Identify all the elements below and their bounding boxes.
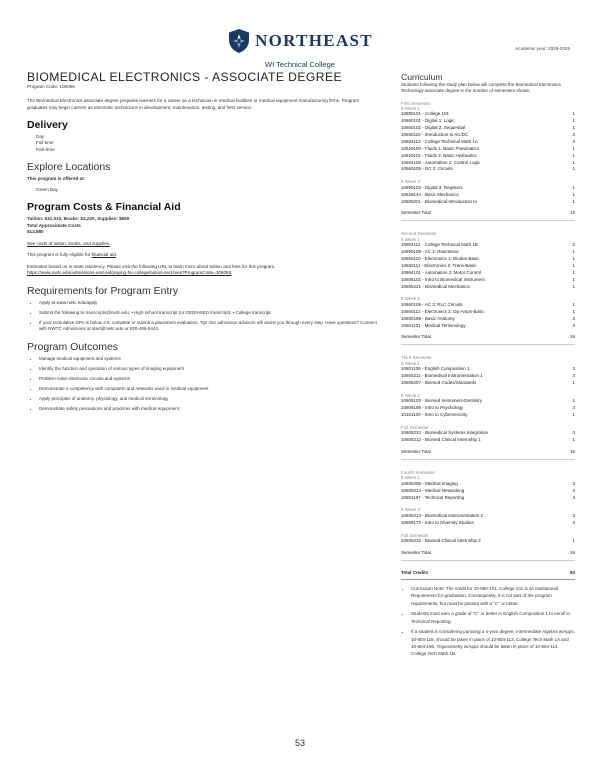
location-green-bay: Green Bay bbox=[36, 186, 58, 192]
delivery-option: Full-time bbox=[36, 140, 54, 146]
curriculum-notes bbox=[401, 585, 575, 658]
course-row bbox=[401, 166, 575, 173]
costs-heading: Program Costs & Financial Aid bbox=[27, 201, 181, 214]
course-name: 10620144 - Basic Mechanics bbox=[401, 191, 459, 197]
total-costs-value: $13,880 bbox=[27, 229, 44, 235]
outcome-item: • Problem-solve electronic circuits and systems bbox=[39, 376, 379, 383]
semester-name: Fourth Semester bbox=[401, 470, 435, 476]
semester-total-value: 16 bbox=[569, 449, 575, 455]
course-name: 10801136 - English Composition 1 bbox=[401, 366, 470, 372]
curriculum-intro: Students following the study plan below will complete the Biomedical Electronics Technology associate degree in the number of semesters shown. bbox=[401, 82, 561, 94]
offered-at-label: This program is offered at: bbox=[27, 176, 86, 182]
course-row bbox=[401, 398, 575, 405]
course-credits: 3 bbox=[572, 138, 575, 144]
course-row bbox=[401, 437, 575, 444]
see-costs-link[interactable]: See costs of tuition, books, and supplies. bbox=[27, 240, 111, 246]
course-name: 10660116 - Introduction to AC/DC bbox=[401, 131, 469, 137]
delivery-list bbox=[27, 134, 379, 154]
course-name: 10605206 - Medical Imaging bbox=[401, 480, 458, 486]
course-name: 10660105 - DC 2: Circuits bbox=[401, 166, 453, 172]
course-credits: 3 bbox=[572, 494, 575, 500]
course-name: 10660101 - Digital 1: Logic bbox=[401, 118, 455, 124]
course-credits: 1 bbox=[572, 145, 575, 151]
semester-total-row bbox=[401, 210, 575, 221]
course-credits: 3 bbox=[572, 430, 575, 436]
semester-name: First Semester bbox=[401, 100, 431, 106]
course-credits: 3 bbox=[572, 480, 575, 486]
course-credits: 3 bbox=[572, 487, 575, 493]
course-credits: 1 bbox=[572, 191, 575, 197]
requirement-item: • Submit the following to transcripts@nwtc.edu: • High school transcript (or GED/HSED transcript). • College transcript. bbox=[39, 310, 379, 317]
course-credits: 1 bbox=[572, 184, 575, 190]
course-row bbox=[401, 118, 575, 125]
course-row bbox=[401, 284, 575, 291]
course-credits: 1 bbox=[572, 125, 575, 131]
course-credits: 1 bbox=[572, 249, 575, 254]
course-credits: 3 bbox=[572, 315, 575, 321]
course-name: 10809198 - Intro to Psychology bbox=[401, 405, 464, 411]
course-name: 10151100 - Intro to Cybersecurity bbox=[401, 412, 468, 418]
course-row bbox=[401, 199, 575, 206]
course-row bbox=[401, 412, 575, 419]
curriculum-note: • Curriculum Note: The credit for 10-890-101, College 101 is an Institutional Requirement for graduation. Consequently, it is not part of the program requirements, but must be passed with a "C" or better. bbox=[411, 585, 575, 607]
course-name: 10605102 - Intro to Biomedical Instrument bbox=[401, 276, 485, 282]
course-credits: 1 bbox=[572, 152, 575, 158]
course-credits: 1 bbox=[572, 111, 575, 117]
course-name: 10809172 - Intro to Diversity Studies bbox=[401, 519, 474, 525]
course-credits: 1 bbox=[572, 198, 575, 204]
course-name: 10605214 - Medical Networking bbox=[401, 487, 465, 493]
college-logo bbox=[0, 28, 600, 69]
semester-name: Second Semester bbox=[401, 231, 437, 237]
course-row bbox=[401, 520, 575, 527]
program-title: BIOMEDICAL ELECTRONICS - ASSOCIATE DEGREE bbox=[27, 70, 343, 84]
week-label: Full Semester bbox=[401, 532, 429, 538]
course-row bbox=[401, 481, 575, 488]
course-credits: 3 bbox=[572, 366, 575, 372]
course-credits: 1 bbox=[572, 308, 575, 314]
semester-total-label: Semester Total bbox=[401, 449, 431, 455]
outcome-item: • Identify the function and operation of various types of imaging equipment bbox=[39, 366, 379, 373]
course-credits: 1 bbox=[572, 159, 575, 165]
week-label: 8 Week 2 bbox=[401, 179, 420, 185]
course-row bbox=[401, 366, 575, 373]
delivery-option: Day bbox=[36, 133, 45, 139]
course-name: 10890101 - College 101 bbox=[401, 111, 450, 117]
tuition-url-link[interactable]: https://www.nwtc.edu/admissions-and-aid/paying-for-college/tuition-and-fees?ProgramCode=106056 bbox=[27, 270, 232, 276]
program-details bbox=[27, 70, 379, 416]
semester-total-row bbox=[401, 334, 575, 345]
course-name: 10605103 - Biomed Instrument-Dentistry bbox=[401, 398, 483, 404]
course-row bbox=[401, 263, 575, 270]
course-credits: 1 bbox=[572, 276, 575, 282]
semester-block bbox=[401, 470, 575, 561]
course-credits: 1 bbox=[572, 412, 575, 418]
week-label: 8 Week 1 bbox=[401, 105, 420, 111]
course-name: 10801197 - Technical Reporting bbox=[401, 494, 465, 500]
week-label: 8 Week 2 bbox=[401, 507, 420, 513]
course-credits: 1 bbox=[572, 166, 575, 172]
curriculum-panel bbox=[401, 72, 575, 661]
course-credits: 1 bbox=[572, 269, 575, 275]
course-row bbox=[401, 309, 575, 316]
financial-aid-link[interactable]: financial aid bbox=[91, 252, 116, 258]
course-row bbox=[401, 139, 575, 146]
course-name: 10605215 - Biomed Clinical Internship 2 bbox=[401, 538, 481, 544]
week-label: 8 Week 1 bbox=[401, 236, 420, 242]
semester-total-label: Semester Total bbox=[401, 550, 431, 555]
outcome-item: • Demonstrate a competency with computers and networks used in medical equipment bbox=[39, 386, 379, 393]
course-row bbox=[401, 242, 575, 249]
course-credits: 3 bbox=[572, 512, 575, 518]
course-row bbox=[401, 153, 575, 160]
week-label: 8 Week 1 bbox=[401, 360, 420, 366]
course-credits: 1 bbox=[572, 118, 575, 124]
outcome-item: • Manage medical equipment and systems bbox=[39, 356, 379, 363]
outcomes-list bbox=[27, 356, 379, 413]
semester-total-row bbox=[401, 550, 575, 561]
requirement-item: • Apply at www.nwtc.edu/apply bbox=[39, 300, 379, 307]
curriculum-note: • If a student is considering pursuing a 4-year degree, Intermediate Algebra w/Apps, 10-804-118, should be taken in place of 10-804-113, College Tech Math 1A and 10-804-196, Trigonometry w/Apps should be taken in place of 10-804-114, College Tech Math 1B. bbox=[411, 628, 575, 657]
academic-year: Academic year: 2025-2026 bbox=[515, 46, 570, 51]
total-costs-label: Total Approximate Costs bbox=[27, 222, 81, 228]
course-row bbox=[401, 373, 575, 380]
outcomes-heading: Program Outcomes bbox=[27, 340, 119, 353]
course-name: 10664101 - Automation 2: Motor Control bbox=[401, 269, 482, 275]
course-row bbox=[401, 495, 575, 502]
course-row bbox=[401, 270, 575, 277]
course-name: 10605213 - Biomedical Instrumentation 2 bbox=[401, 512, 484, 518]
course-row bbox=[401, 132, 575, 139]
locations-heading: Explore Locations bbox=[27, 161, 111, 174]
course-row bbox=[401, 538, 575, 545]
course-row bbox=[401, 160, 575, 167]
course-row bbox=[401, 111, 575, 118]
financial-aid-line: This program is fully eligible for financial aid. bbox=[27, 252, 118, 258]
delivery-option: Part-time bbox=[36, 146, 55, 152]
course-credits: 1 bbox=[572, 538, 575, 544]
page-number: 53 bbox=[294, 738, 305, 748]
college-name: NORTHEAST bbox=[255, 31, 373, 50]
semester-total-row bbox=[401, 449, 575, 460]
course-name: 10605212 - Biomed Clinical Internship 1 bbox=[401, 437, 481, 443]
course-row bbox=[401, 380, 575, 387]
semester-block bbox=[401, 355, 575, 460]
program-code: Program Code: 106056 bbox=[27, 84, 75, 89]
course-name: 10605201 - Biomedical-Introduction to bbox=[401, 198, 478, 204]
course-name: 10660103 - Digital 3: Registers bbox=[401, 184, 463, 190]
course-credits: 3 bbox=[572, 372, 575, 378]
course-name: 10660109 - AC 3: RLC Circuits bbox=[401, 301, 463, 307]
curriculum-heading: Curriculum bbox=[401, 72, 443, 82]
course-name: 10605207 - Biomed Codes/Standards bbox=[401, 379, 477, 385]
course-row bbox=[401, 323, 575, 330]
course-name: 10620100 - Fluids 1: Basic Pneumatics bbox=[401, 145, 480, 151]
course-name: 10605222 - Biomedical Systems Integration bbox=[401, 430, 489, 436]
outcome-item: • Apply principles of anatomy, physiology, and medical terminology bbox=[39, 396, 379, 403]
course-credits: 1 bbox=[572, 301, 575, 307]
course-name: 10660102 - Digital 2: Sequential bbox=[401, 125, 466, 131]
estimates-text: Estimates based on in-state residency. Please visit the following URL to learn more about tuition and fees for this program. bbox=[27, 263, 276, 269]
course-credits: 3 bbox=[572, 322, 575, 328]
course-name: 10501101 - Medical Terminology bbox=[401, 322, 466, 328]
course-name: 10664100 - Automation 1: Control Logic bbox=[401, 159, 481, 165]
course-name: 10806189 - Basic Anatomy bbox=[401, 315, 455, 321]
semester-total-label: Semester Total bbox=[401, 210, 431, 216]
program-description: The Biomedical Electronics associate degree prepares learners for a career as a technician in medical facilities or medical equipment manufacturing firms. Program graduates may begin careers as electronic technicians in development, maintenance, testing, and field service. bbox=[27, 97, 360, 110]
delivery-heading: Delivery bbox=[27, 118, 68, 131]
course-credits: 1 bbox=[572, 398, 575, 404]
course-credits: 2 bbox=[572, 131, 575, 137]
course-credits: 1 bbox=[572, 262, 575, 268]
course-credits: 3 bbox=[572, 405, 575, 411]
total-credits-label: Total Credits bbox=[401, 570, 429, 575]
course-row bbox=[401, 185, 575, 192]
course-row bbox=[401, 125, 575, 132]
course-name: 10660111 - Electronics 2: Trans-Basic bbox=[401, 262, 477, 268]
course-name: 10620101 - Fluids 2: Basic Hydraulics bbox=[401, 152, 477, 158]
outcome-item: • Demonstrate safety precautions and practices with medical equipment bbox=[39, 406, 379, 413]
week-label: Full Semester bbox=[401, 424, 429, 430]
week-label: 8 Week 2 bbox=[401, 296, 420, 302]
week-label: 8 Week 2 bbox=[401, 392, 420, 398]
requirement-item: • If your cumulative GPA is below 2.6, complete or submit a placement evaluation. Tip! Our admission advisors will assist you through every step. Have questions? Connect with NWTC Admissions at start@nwtc.edu or 920-498-5444. bbox=[39, 320, 379, 333]
course-row bbox=[401, 146, 575, 153]
requirements-heading: Requirements for Program Entry bbox=[27, 284, 179, 297]
course-row bbox=[401, 430, 575, 437]
semester-block bbox=[401, 101, 575, 222]
semester-block bbox=[401, 231, 575, 345]
semester-name: Third Semester bbox=[401, 355, 432, 361]
college-subtitle: WI Technical College bbox=[265, 60, 335, 69]
course-name: 10605211 - Biomedical Instrumentation 1 bbox=[401, 372, 483, 378]
course-name: 10605221 - Biomedical Mechanics bbox=[401, 283, 470, 289]
week-label: 8 Week 1 bbox=[401, 475, 420, 481]
semester-list bbox=[401, 101, 575, 561]
course-row bbox=[401, 249, 575, 256]
shield-logo-icon bbox=[227, 28, 251, 54]
total-credits-row bbox=[401, 570, 575, 580]
course-row bbox=[401, 513, 575, 520]
course-credits: 3 bbox=[572, 519, 575, 525]
course-row bbox=[401, 405, 575, 412]
course-row bbox=[401, 192, 575, 199]
course-credits: 1 bbox=[572, 437, 575, 443]
semester-total-label: Semester Total bbox=[401, 334, 431, 340]
course-credits: 2 bbox=[572, 242, 575, 248]
requirements-list bbox=[27, 300, 379, 333]
course-credits: 1 bbox=[572, 379, 575, 385]
total-credits-value: 63 bbox=[569, 570, 575, 575]
course-name: 10804114 - College Technical Math 1B bbox=[401, 242, 478, 248]
course-row bbox=[401, 488, 575, 495]
semester-total-value: 16 bbox=[569, 550, 575, 555]
curriculum-note: • Students must earn a grade of "C" or better in English Composition 1 to enroll in Technical Reporting. bbox=[411, 610, 575, 625]
course-row bbox=[401, 256, 575, 263]
tuition-line: Tuition: $11,010, Books: $2,220, Supplies: $650 bbox=[27, 216, 130, 222]
course-row bbox=[401, 302, 575, 309]
course-name: 10660108 - AC 2: Reactance bbox=[401, 249, 459, 254]
course-name: 10804113 - College Technical Math 1A bbox=[401, 138, 478, 144]
course-credits: 1 bbox=[572, 255, 575, 261]
course-name: 10660112 - Electronics 3: Op-Amps-Basic bbox=[401, 308, 485, 314]
course-credits: 1 bbox=[572, 283, 575, 289]
course-row bbox=[401, 316, 575, 323]
semester-total-value: 15 bbox=[569, 210, 575, 216]
course-name: 10660110 - Electronics 1: Diodes-Basic bbox=[401, 255, 480, 261]
semester-total-value: 16 bbox=[569, 334, 575, 340]
course-row bbox=[401, 277, 575, 284]
